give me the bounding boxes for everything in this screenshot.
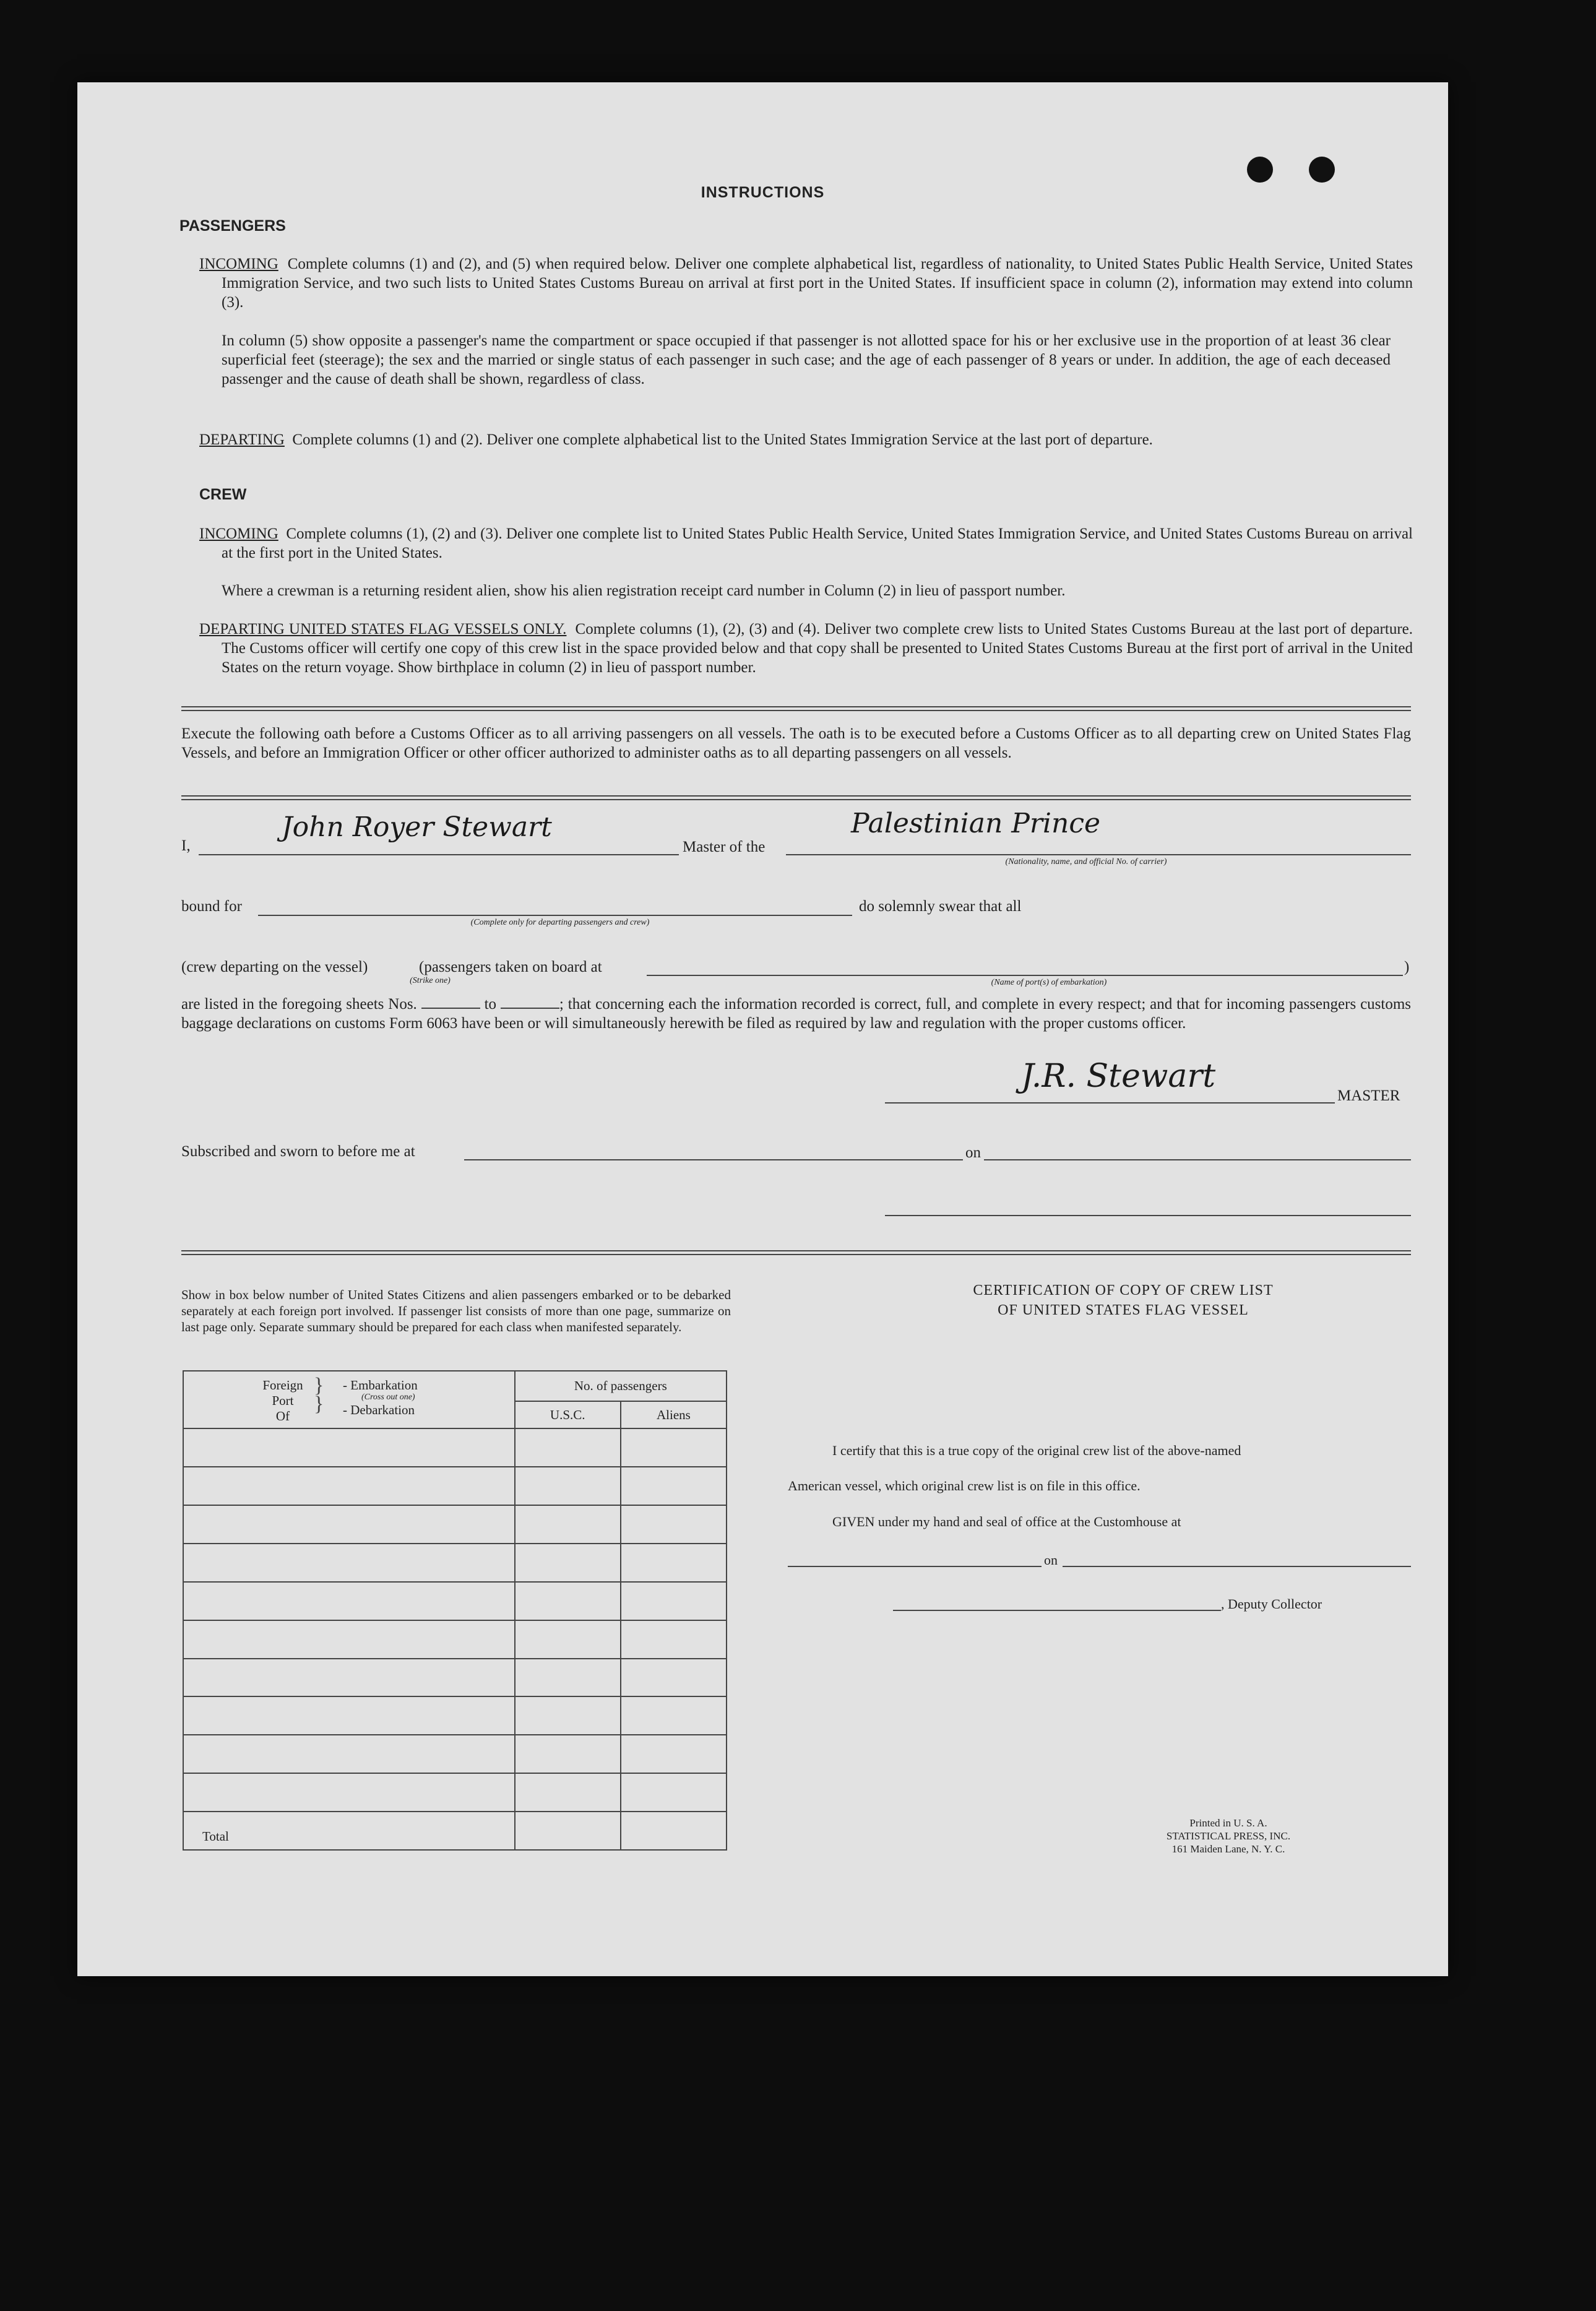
sheet-from-field[interactable] [421, 994, 480, 1009]
brace-icon: } } [314, 1374, 324, 1415]
oath-intro: Execute the following oath before a Customs Officer as to all arriving passengers on all vessels. The oath is to be executed before a Customs Officer as to all departing crew on United States Flag Vessels, and before an Immigration Officer or other officer authorized to administer oaths as to all departing passengers on all vessels. [181, 725, 1411, 761]
passengers-departing-paragraph [199, 430, 1413, 449]
crew-incoming-text: Complete columns (1), (2) and (3). Deliver one complete list to United States Public Health Service, United States Immigration Service, and United States Customs Bureau on arrival at the first port in the United States. [222, 525, 1413, 561]
passengers-incoming-paragraph [199, 254, 1413, 312]
strike-caption: (Strike one) [410, 976, 451, 985]
master-label: MASTER [1337, 1087, 1400, 1104]
certification-title-line1: CERTIFICATION OF COPY OF CREW LIST [973, 1282, 1274, 1298]
bound-for-line [258, 915, 852, 916]
bound-for-label: bound for [181, 898, 242, 915]
aliens-cell[interactable] [621, 1544, 727, 1582]
port-cell[interactable] [183, 1428, 515, 1467]
port-cell[interactable] [183, 1659, 515, 1697]
crew-departing-paragraph [199, 620, 1413, 677]
of-label: Of [275, 1409, 290, 1423]
close-paren: ) [1404, 959, 1410, 975]
passengers-taken-option: (passengers taken on board at [419, 959, 602, 975]
port-cell[interactable] [183, 1505, 515, 1544]
usc-header: U.S.C. [515, 1401, 621, 1429]
bound-for-caption: (Complete only for departing passengers and crew) [470, 918, 650, 927]
port-cell[interactable] [183, 1620, 515, 1659]
port-cell[interactable] [183, 1467, 515, 1505]
port-cell[interactable] [183, 1696, 515, 1735]
aliens-cell[interactable] [621, 1467, 727, 1505]
aliens-cell[interactable] [621, 1696, 727, 1735]
master-signature-line [885, 1102, 1335, 1104]
usc-total-cell[interactable] [515, 1812, 621, 1850]
subscribed-date-line [984, 1159, 1411, 1160]
deputy-collector-label: , Deputy Collector [1221, 1596, 1322, 1612]
summary-instructions: Show in box below number of United States Citizens and alien passengers embarked or to be debarked separately at each foreign port involved. If passenger list consists of more than one page, summarize on last page only. Separate summary should be prepared for each class when manifested separately. [181, 1287, 731, 1334]
swear-label: do solemnly swear that all [859, 898, 1022, 915]
master-signature: J.R. Stewart [1021, 1058, 1216, 1095]
cert-on-label: on [1044, 1552, 1058, 1568]
foreign-label: Foreign [262, 1378, 303, 1393]
usc-cell[interactable] [515, 1620, 621, 1659]
passenger-summary-table [183, 1370, 727, 1851]
usc-cell[interactable] [515, 1428, 621, 1467]
column5-paragraph: In column (5) show opposite a passenger's name the compartment or space occupied if that passenger is not allotted space for his or her exclusive use in the proportion of at least 36 clear superficial feet (steerage); the sex and the married or single status of each passenger in such case; and the age of each passenger of 8 years or under. In addition, the age of each deceased passenger and the cause of death shall be shown, regardless of class. [222, 332, 1391, 387]
port-cell[interactable] [183, 1735, 515, 1773]
vessel-line [786, 854, 1411, 855]
passengers-departing-label: DEPARTING [199, 431, 285, 448]
vessel-caption: (Nationality, name, and official No. of carrier) [1005, 857, 1167, 866]
sheet-to-field[interactable] [501, 994, 559, 1009]
section-divider [181, 706, 1411, 711]
crew-departing-label: DEPARTING UNITED STATES FLAG VESSELS ONLY. [199, 621, 567, 637]
aliens-total-cell[interactable] [621, 1812, 727, 1850]
page-title: INSTRUCTIONS [701, 184, 825, 201]
aliens-cell[interactable] [621, 1620, 727, 1659]
passengers-departing-text: Complete columns (1) and (2). Deliver one complete alphabetical list to the United States Immigration Service at the last port of departure. [292, 431, 1153, 448]
officer-signature-line [885, 1215, 1411, 1216]
punch-hole [1309, 157, 1335, 183]
printer-line2: STATISTICAL PRESS, INC. [1166, 1830, 1291, 1842]
port-cell[interactable] [183, 1544, 515, 1582]
vessel-on-file-text: American vessel, which original crew list is on file in this office. [788, 1478, 1141, 1493]
port-caption: (Name of port(s) of embarkation) [991, 978, 1107, 987]
aliens-cell[interactable] [621, 1773, 727, 1812]
cert-date-line [1063, 1566, 1411, 1567]
aliens-cell[interactable] [621, 1582, 727, 1620]
total-label: Total [183, 1812, 515, 1850]
crew-heading: CREW [199, 486, 247, 503]
no-passengers-header: No. of passengers [515, 1371, 727, 1401]
port-label: Port [272, 1393, 294, 1408]
form-page [77, 82, 1448, 1976]
passengers-heading: PASSENGERS [179, 217, 286, 235]
crew-incoming-paragraph [199, 524, 1413, 563]
usc-cell[interactable] [515, 1735, 621, 1773]
section-divider [181, 1250, 1411, 1255]
aliens-cell[interactable] [621, 1735, 727, 1773]
cross-out-caption: (Cross out one) [361, 1393, 415, 1402]
passengers-incoming-text: Complete columns (1) and (2), and (5) when required below. Deliver one complete alphabetical list, regardless of nationality, to United States Public Health Service, United States Immigration Service, and two such lists to United States Customs Bureau on arrival at first port in the United States. If insufficient space in column (2), information may extend into column (3). [222, 256, 1413, 311]
certification-title-line2: OF UNITED STATES FLAG VESSEL [998, 1302, 1249, 1318]
crew-incoming-label: INCOMING [199, 525, 278, 542]
usc-cell[interactable] [515, 1659, 621, 1697]
to-label: to [484, 996, 497, 1013]
printer-line3: 161 Maiden Lane, N. Y. C. [1171, 1843, 1285, 1855]
printer-line1: Printed in U. S. A. [1189, 1817, 1267, 1829]
deputy-signature-line [893, 1610, 1221, 1611]
usc-cell[interactable] [515, 1696, 621, 1735]
aliens-cell[interactable] [621, 1505, 727, 1544]
usc-cell[interactable] [515, 1582, 621, 1620]
section-divider [181, 795, 1411, 800]
debarkation-label: - Debarkation [343, 1402, 415, 1417]
oath-i-label: I, [181, 837, 191, 854]
vessel-name-handwriting: Palestinian Prince [851, 808, 1101, 839]
passengers-incoming-label: INCOMING [199, 256, 278, 272]
usc-cell[interactable] [515, 1505, 621, 1544]
aliens-cell[interactable] [621, 1428, 727, 1467]
master-name-line [199, 854, 679, 855]
listed-paragraph [181, 994, 1411, 1033]
customhouse-line [788, 1566, 1042, 1567]
usc-cell[interactable] [515, 1544, 621, 1582]
resident-alien-paragraph: Where a crewman is a returning resident alien, show his alien registration receipt card number in Column (2) in lieu of passport number. [222, 582, 1066, 599]
foreign-port-header [183, 1371, 515, 1428]
listed-text-2: ; that concerning each the information recorded is correct, full, and complete in every respect; and that for incoming passengers customs baggage declarations on customs Form 6063 have been or will simultaneously herewith be filed as required by law and regulation with the proper customs officer. [181, 996, 1412, 1032]
listed-text-1: are listed in the foregoing sheets Nos. [181, 996, 417, 1013]
given-text: GIVEN under my hand and seal of office at the Customhouse at [832, 1514, 1181, 1529]
embarkation-label: - Embarkation [343, 1378, 418, 1393]
aliens-header: Aliens [621, 1401, 727, 1429]
port-cell[interactable] [183, 1582, 515, 1620]
crew-departing-option: (crew departing on the vessel) [181, 959, 368, 975]
embarkation-port-line [647, 975, 1403, 976]
crew-departing-text: Complete columns (1), (2), (3) and (4). Deliver two complete crew lists to United States Customs Bureau at the last port of departure. The Customs officer will certify one copy of this crew list in the space provided below and that copy shall be presented to United States Customs Bureau at the first port of arrival in the United States on the return voyage. Show birthplace in column (2) in lieu of passport number. [222, 621, 1413, 676]
subscribed-place-line [464, 1159, 963, 1160]
certification-title [814, 1281, 1433, 1320]
printer-imprint [1136, 1816, 1321, 1855]
certify-text: I certify that this is a true copy of the original crew list of the above-named [832, 1443, 1241, 1458]
master-name-signature: John Royer Stewart [282, 811, 552, 843]
master-of-label: Master of the [683, 839, 766, 855]
punch-hole [1247, 157, 1273, 183]
usc-cell[interactable] [515, 1773, 621, 1812]
port-cell[interactable] [183, 1773, 515, 1812]
usc-cell[interactable] [515, 1467, 621, 1505]
subscribed-label: Subscribed and sworn to before me at [181, 1143, 415, 1160]
subscribed-on-label: on [965, 1144, 981, 1161]
aliens-cell[interactable] [621, 1659, 727, 1697]
